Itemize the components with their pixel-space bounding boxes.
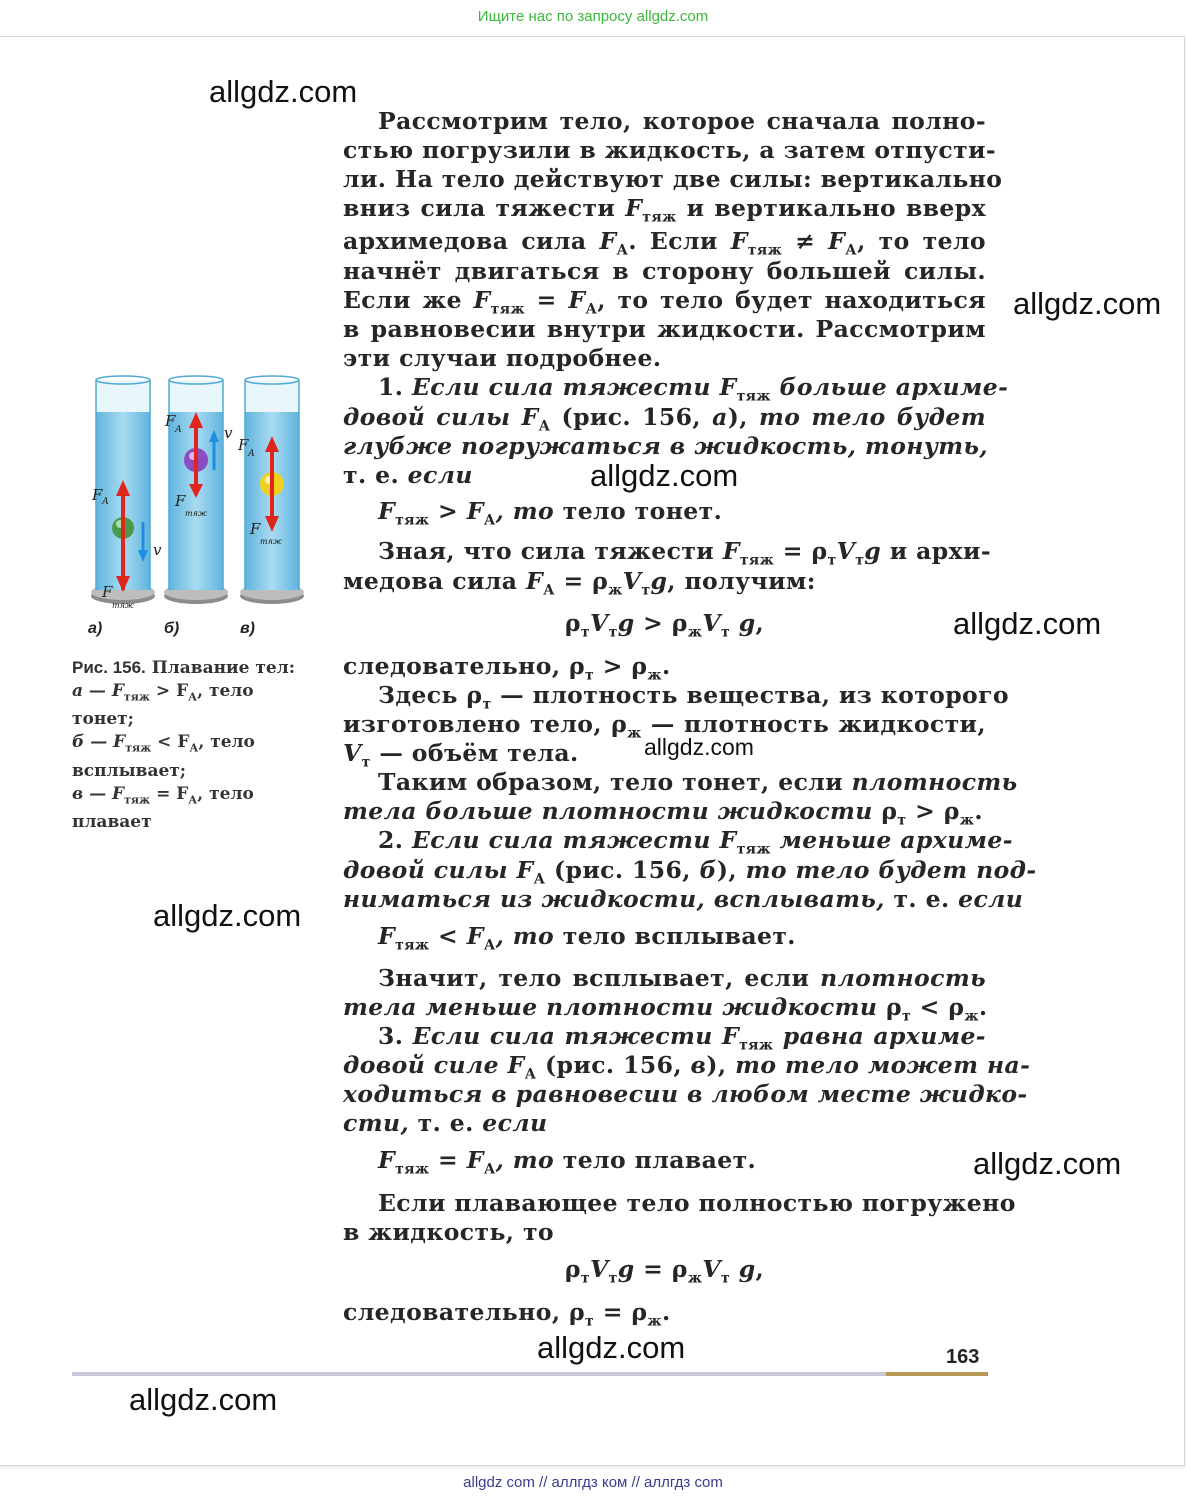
v-label-b: v xyxy=(224,424,233,442)
watermark: allgdz.com xyxy=(129,1382,278,1417)
formula: $F_{тяж} > F_А$, то тело тонет. xyxy=(378,497,723,529)
text-line: в равновесии внутри жидкости. Рассмотрим xyxy=(343,315,986,343)
top-banner[interactable]: Ищите нас по запросу allgdz.com xyxy=(477,8,709,25)
text-line: следовательно, $\rho_т = \rho_ж$. xyxy=(343,1298,671,1330)
formula: $F_{тяж} = F_А$, то тело плавает. xyxy=(378,1146,757,1178)
watermark: allgdz.com xyxy=(953,606,1102,641)
sublabel-a: а) xyxy=(88,620,103,637)
ft-label-b: F xyxy=(175,492,186,510)
sublabel-b: б) xyxy=(164,620,180,637)
text-line: следовательно, $\rho_т > \rho_ж$. xyxy=(343,652,671,684)
text-line: 2. Если сила тяжести $F_{тяж}$ меньше архиме- xyxy=(378,826,1013,858)
page-number: 163 xyxy=(946,1346,980,1368)
text-line: ниматься из жидкости, всплывать, т. е. если xyxy=(343,885,1024,913)
fa-sub-a: А xyxy=(102,497,109,507)
text-line: тела больше плотности жидкости $\rho_т > \rho_ж$. xyxy=(343,797,983,829)
text-line: начнёт двигаться в сторону большей силы. xyxy=(343,257,986,285)
text-line: вниз сила тяжести $F_{тяж}$ и вертикально вверх xyxy=(343,194,986,226)
watermark: allgdz.com xyxy=(973,1146,1122,1181)
text-line: Если плавающее тело полностью погружено xyxy=(378,1189,1016,1217)
text-line: тела меньше плотности жидкости $\rho_т < \rho_ж$. xyxy=(343,993,988,1025)
watermark: allgdz.com xyxy=(209,74,358,109)
footer-rule-accent xyxy=(886,1372,988,1376)
bottom-banner[interactable]: allgdz com // аллгдз ком // аллгдз com xyxy=(463,1474,723,1491)
text-line: 1. Если сила тяжести $F_{тяж}$ больше архиме- xyxy=(378,373,1009,405)
text-line: довой силы $F_А$ (рис. 156, а), то тело будет xyxy=(343,403,986,435)
formula: $\rho_тV_тg > \rho_жV_т$ g, xyxy=(564,609,765,641)
text-line: ходиться в равновесии в любом месте жидко- xyxy=(343,1080,1028,1108)
text-line: довой силы $F_А$ (рис. 156, б), то тело будет под- xyxy=(343,856,1037,888)
text-line: медова сила $F_А = \rho_жV_тg$, получим: xyxy=(343,567,816,599)
sublabel-v: в) xyxy=(240,620,255,637)
formula: $\rho_тV_тg = \rho_жV_т$ g, xyxy=(564,1255,765,1287)
v-label-a: v xyxy=(153,541,162,559)
text-line: Значит, тело всплывает, если плотность xyxy=(378,964,986,992)
fa-label-v: F xyxy=(238,436,249,454)
text-line: изготовлено тело, $\rho_ж$ — плотность жидкости, xyxy=(343,710,986,742)
text-line: архимедова сила $F_А$. Если $F_{тяж} \ne F_А$, то тело xyxy=(343,227,986,259)
watermark: allgdz.com xyxy=(153,898,302,933)
text-line: $V_т$ — объём тела. xyxy=(343,739,579,771)
formula: $F_{тяж} < F_А$, то тело всплывает. xyxy=(378,922,796,954)
watermark: allgdz.com xyxy=(644,734,754,760)
watermark: allgdz.com xyxy=(590,458,739,493)
text-line: довой силе $F_А$ (рис. 156, в), то тело может на- xyxy=(343,1051,1031,1083)
fa-sub-v: А xyxy=(248,449,255,459)
ft-label-v: F xyxy=(250,520,261,538)
text-line: эти случаи подробнее. xyxy=(343,344,662,372)
fa-label-b: F xyxy=(165,412,176,430)
watermark: allgdz.com xyxy=(537,1330,686,1365)
text-line: Таким образом, тело тонет, если плотность xyxy=(378,768,1018,796)
fa-sub-b: А xyxy=(175,425,182,435)
cylinder-b xyxy=(164,376,228,604)
ft-sub-b: тяж xyxy=(185,509,207,518)
text-line: Зная, что сила тяжести $F_{тяж} = \rho_тV_тg$ и архи- xyxy=(378,537,991,569)
text-line: Рассмотрим тело, которое сначала полно- xyxy=(378,107,986,135)
footer-rule xyxy=(72,1372,886,1376)
cylinder-v xyxy=(240,376,304,604)
text-line: в жидкость, то xyxy=(343,1218,554,1246)
cylinders-figure xyxy=(88,372,308,617)
fa-label-a: F xyxy=(92,486,103,504)
text-line: т. е. если xyxy=(343,461,473,489)
ft-sub-v: тяж xyxy=(260,537,282,546)
ft-sub-a: тяж xyxy=(112,601,134,610)
text-line: Если же $F_{тяж} = F_А$, то тело будет находиться xyxy=(343,286,986,318)
text-line: ли. На тело действуют две силы: вертикально xyxy=(343,165,1003,193)
figure-caption: Рис. 156. Плавание тел: а — $F_{тяж} > F_А$, тело тонет; б — $F_{тяж} < F_А$, тело всплывает; в — $F_{тяж} = F_А$, тело плавает xyxy=(72,658,295,833)
text-line: 3. Если сила тяжести $F_{тяж}$ равна архиме- xyxy=(378,1022,986,1054)
text-line: стью погрузили в жидкость, а затем отпусти- xyxy=(343,136,997,164)
watermark: allgdz.com xyxy=(1013,286,1162,321)
text-line: Здесь $\rho_т$ — плотность вещества, из которого xyxy=(378,681,1010,713)
text-line: глубже погружаться в жидкость, тонуть, xyxy=(343,432,989,460)
ft-label-a: F xyxy=(102,583,113,601)
text-line: сти, т. е. если xyxy=(343,1109,548,1137)
